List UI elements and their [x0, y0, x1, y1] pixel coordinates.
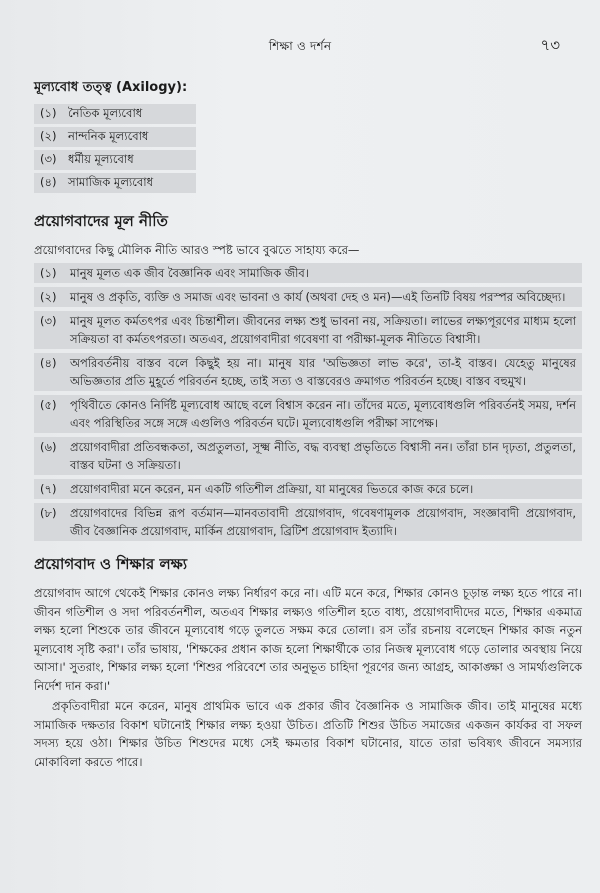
item-text: নৈতিক মূল্যবোধ [68, 105, 143, 120]
item-number: (৪) [40, 174, 57, 189]
aims-heading: প্রয়োগবাদ ও শিক্ষার লক্ষ্য [34, 555, 188, 573]
aims-paragraph: প্রকৃতিবাদীরা মনে করেন, মানুষ প্রাথমিক ভাবে এক প্রকার জীব বৈজ্ঞানিক ও সামাজিক জীব। তাই মানুষের মধ্যে সামাজিক দক্ষতার বিকাশ ঘটানোই শিক্ষার লক্ষ্য হওয়া উচিত। প্রতিটি শিশুর উচিত সমাজের একজন কার্যকর বা সফল সদস্য হয়ে ওঠা। শিক্ষার উচিত শিশুদের মধ্যে সেই ক্ষমতার বিকাশ ঘটানোর, যাতে তারা ভবিষ্যৎ জীবনে সমস্যার মোকাবিলা করতে পারে। [34, 699, 582, 769]
item-text: নান্দনিক মূল্যবোধ [68, 128, 149, 143]
principle-item [34, 479, 582, 499]
item-text: প্রয়োগবাদীরা প্রতিবন্ধকতা, অপ্রতুলতা, সূক্ষ্ম নীতি, বদ্ধ ব্যবস্থা প্রভৃতিতে বিশ্বাসী নন। তাঁরা চান দৃঢ়তা, প্রতুলতা, বাস্তব ঘটনা ও সক্রিয়তা। [70, 440, 576, 472]
principles-heading: প্রয়োগবাদের মূল নীতি [34, 212, 168, 230]
principles-intro: প্রয়োগবাদের কিছু মৌলিক নীতি আরও স্পষ্ট ভাবে বুঝতে সাহায্য করে— [34, 243, 360, 257]
principle-item [34, 395, 582, 433]
item-number: (৮) [40, 506, 57, 520]
item-text: প্রয়োগবাদের বিভিন্ন রূপ বর্তমান—মানবতাবাদী প্রয়োগবাদ, গবেষণামূলক প্রয়োগবাদ, সংজ্ঞাবাদী প্রয়োগবাদ, জীব বৈজ্ঞানিক প্রয়োগবাদ, মার্কিন প্রয়োগবাদ, ব্রিটিশ প্রয়োগবাদ ইত্যাদি। [70, 506, 576, 538]
running-title: শিক্ষা ও দর্শন [268, 39, 332, 53]
principle-item [34, 263, 582, 283]
item-number: (৫) [40, 398, 57, 412]
item-number: (১) [40, 266, 57, 280]
item-text: অপরিবর্তনীয় বাস্তব বলে কিছুই হয় না। মানুষ যার 'অভিজ্ঞতা লাভ করে', তা-ই বাস্তব। যেহেতু মানুষের অভিজ্ঞতার প্রতি মুহূর্তে পরিবর্তন হচ্ছে, তাই সত্য ও বাস্তবেরও ক্রমাগত পরিবর্তন হচ্ছে। বাস্তব বহুমুখ। [70, 356, 576, 388]
item-number: (১) [40, 105, 57, 120]
item-number: (২) [40, 290, 57, 304]
item-text: মানুষ মূলত কর্মতৎপর এবং চিন্তাশীল। জীবনের লক্ষ্য শুধু ভাবনা নয়, সক্রিয়তা। লাভের লক্ষ্যপূরণের মাধ্যম হলো সক্রিয়তা বা কর্মতৎপরতা। অতএব, প্রয়োগবাদীরা গবেষণা বা পরীক্ষা-মূলক নীতিতে বিশ্বাসী। [70, 314, 576, 346]
principle-item [34, 311, 582, 349]
item-number: (৪) [40, 356, 57, 370]
principle-item [34, 503, 582, 541]
axiology-heading: মূল্যবোধ তত্ত্ব (Axilogy): [34, 80, 188, 95]
principle-item [34, 353, 582, 391]
page-content [34, 78, 582, 771]
principle-item [34, 287, 582, 307]
axiology-item [34, 150, 196, 170]
item-text: ধর্মীয় মূল্যবোধ [68, 151, 134, 166]
item-text: মানুষ ও প্রকৃতি, ব্যক্তি ও সমাজ এবং ভাবনা ও কার্য (অথবা দেহ ও মন)—এই তিনটি বিষয় পরস্পর অবিচ্ছেদ্য। [70, 290, 566, 304]
item-number: (৩) [40, 151, 57, 166]
principle-item [34, 437, 582, 475]
aims-paragraph: প্রয়োগবাদ আগে থেকেই শিক্ষার কোনও লক্ষ্য নির্ধারণ করে না। এটি মনে করে, শিক্ষার কোনও চূড়ান্ত লক্ষ্য হতে পারে না। জীবন গতিশীল ও সদা পরিবর্তনশীল, অতএব শিক্ষার লক্ষ্যও গতিশীল হতে বাধ্য, প্রয়োগবাদীদের মতে, শিক্ষার একমাত্র লক্ষ্য হলো শিশুকে তার জীবনে মূল্যবোধ গড়ে তুলতে সক্ষম করে তোলা। রস তাঁর রচনায় বলেছেন শিক্ষার কাজ নতুন মূল্যবোধ সৃষ্টি করা'। তাঁর ভাষায়, 'শিক্ষকের প্রধান কাজ হলো শিক্ষার্থীকে তার নিজস্ব মূল্যবোধ গড়ে তোলার অবস্থায় নিয়ে আসা।' সুতরাং, শিক্ষার লক্ষ্য হলো 'শিশুর পরিবেশে তার অনুভূত চাহিদা পূরণের জন্য আগ্রহ, আকাঙ্ক্ষা ও সামর্থ্যগুলিকে নির্দেশ দান করা।' [34, 586, 582, 693]
item-number: (৭) [40, 482, 57, 496]
page-number: ৭৩ [540, 36, 560, 54]
axiology-item [34, 127, 196, 147]
item-number: (২) [40, 128, 57, 143]
item-number: (৬) [40, 440, 57, 454]
item-number: (৩) [40, 314, 57, 328]
item-text: পৃথিবীতে কোনও নির্দিষ্ট মূল্যবোধ আছে বলে বিশ্বাস করেন না। তাঁদের মতে, মূল্যবোধগুলি পরিবর্তনই সময়, দর্শন এবং পরিস্থিতির সঙ্গে সঙ্গে এগুলিও পরিবর্তন ঘটে। মূল্যবোধগুলি পরীক্ষা সাপেক্ষ। [70, 398, 576, 430]
axiology-list [34, 104, 582, 193]
item-text: মানুষ মূলত এক জীব বৈজ্ঞানিক এবং সামাজিক জীব। [70, 266, 309, 280]
axiology-item [34, 173, 196, 193]
item-text: প্রয়োগবাদীরা মনে করেন, মন একটি গতিশীল প্রক্রিয়া, যা মানুষের ভিতরে কাজ করে চলে। [70, 482, 474, 496]
axiology-item [34, 104, 196, 124]
item-text: সামাজিক মূল্যবোধ [68, 174, 154, 189]
